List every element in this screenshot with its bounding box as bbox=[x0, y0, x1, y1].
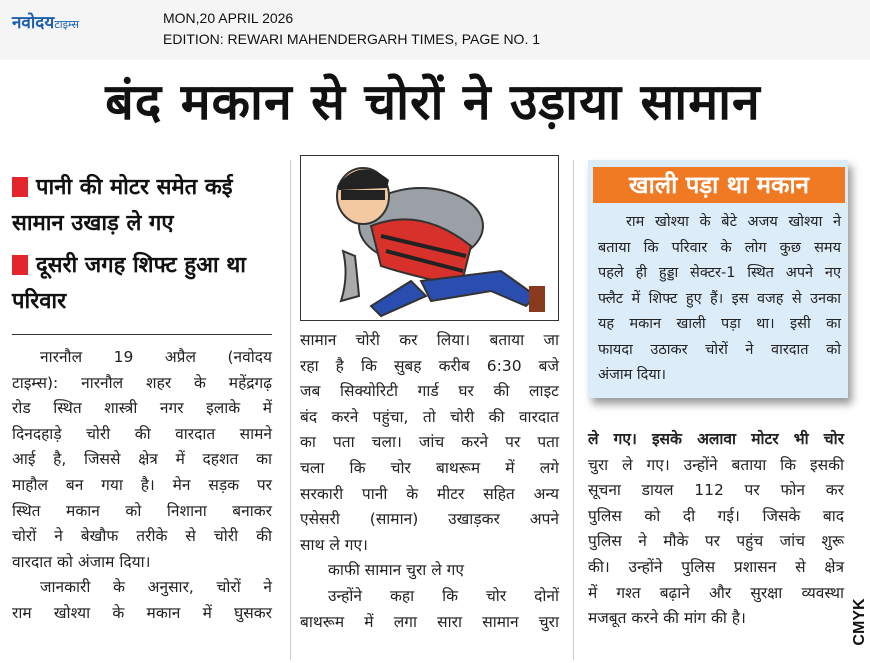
article-line: फायदा उठाकर चोरों ने वारदात को bbox=[598, 341, 841, 358]
article-line: रोड स्थित शास्त्री नगर इलाके में bbox=[12, 399, 272, 418]
sidebar-box-text bbox=[598, 210, 841, 389]
article-line: की। उन्होंने पुलिस प्रशासन से क्षेत्र bbox=[588, 557, 844, 576]
article-line: पहले ही हुड्डा सेक्टर-1 स्थित अपने नए bbox=[598, 265, 841, 281]
article-line: वारदात को अंजाम दिया। bbox=[12, 552, 151, 571]
cmyk-print-mark: CMYK bbox=[850, 592, 870, 652]
article-line: पुलिस ने मौके पर पहुंच जांच शुरू bbox=[588, 532, 844, 551]
subhead-line: परिवार bbox=[12, 289, 67, 314]
masthead-bar bbox=[0, 0, 870, 60]
article-line: का पता चला। जांच करने पर पता bbox=[300, 433, 559, 452]
article-line: राम खोश्या के बेटे अजय खोश्या ने bbox=[626, 214, 841, 230]
article-line: बाथरूम में लगा सारा सामान चुरा bbox=[300, 612, 559, 631]
red-bullet-icon bbox=[12, 255, 28, 275]
article-line: चला कि चोर बाथरूम में लगे bbox=[300, 458, 559, 477]
article-line: चोरों ने बेखौफ तरीके से चोरी की bbox=[12, 527, 272, 546]
article-line: सामान चोरी कर लिया। बताया जा bbox=[300, 331, 559, 349]
article-line: माहौल बन गया है। मेन सड़क पर bbox=[12, 475, 272, 494]
article-line: उन्होंने कहा कि चोर दोनों bbox=[328, 586, 559, 605]
edition-date: MON,20 APRIL 2026 bbox=[163, 10, 294, 26]
divider bbox=[12, 334, 272, 335]
article-column-2 bbox=[300, 328, 559, 635]
red-bullet-icon bbox=[12, 177, 28, 197]
article-line: सरकारी पानी के मीटर सहित अन्य bbox=[300, 484, 559, 503]
article-line: राम खोश्या के मकान में घुसकर bbox=[12, 603, 272, 622]
article-line: नारनौल 19 अप्रैल (नवोदय bbox=[40, 348, 272, 366]
article-line: जानकारी के अनुसार, चोरों ने bbox=[40, 578, 272, 597]
article-line: यह मकान खाली पड़ा था। इसी का bbox=[598, 316, 841, 332]
logo-sub: टाइम्स bbox=[54, 18, 79, 31]
article-line: स्थित मकान को निशाना बनाकर bbox=[12, 501, 272, 520]
edition-meta bbox=[163, 8, 540, 50]
article-line: पुलिस को दी गई। जिसके बाद bbox=[588, 506, 844, 525]
article-line: बंद करने पहुंचा, तो चोरी की वारदात bbox=[300, 407, 559, 426]
article-line: मजबूत करने की मांग की है। bbox=[588, 609, 746, 628]
thief-icon bbox=[301, 156, 558, 320]
article-line: एसेसरी (सामान) उखाड़कर अपने bbox=[300, 510, 559, 529]
headline: बंद मकान से चोरों ने उड़ाया सामान bbox=[105, 73, 761, 131]
article-line: फ्लैट में शिफ्ट हुए हैं। इस वजह से उनका bbox=[598, 290, 841, 307]
newspaper-logo bbox=[12, 10, 79, 33]
article-column-1 bbox=[12, 345, 272, 627]
article-line: काफी सामान चुरा ले गए bbox=[328, 561, 464, 580]
subhead-line: सामान उखाड़ ले गए bbox=[12, 211, 174, 236]
article-line: अंजाम दिया। bbox=[598, 367, 666, 383]
article-line: टाइम्स): नारनौल शहर के महेंद्रगढ़ bbox=[12, 373, 272, 392]
article-line: जब सिक्योरिटी गार्ड घर की लाइट bbox=[300, 382, 559, 401]
article-line: सूचना डायल 112 पर फोन कर bbox=[588, 481, 844, 500]
article-line: में गश्त बढ़ाने और सुरक्षा व्यवस्था bbox=[588, 583, 844, 602]
article-line: रहा है कि सुबह करीब 6:30 बजे bbox=[300, 356, 559, 375]
column-divider bbox=[573, 160, 574, 660]
article-line: आई है, जिससे क्षेत्र में दहशत का bbox=[12, 450, 272, 469]
sidebar-box-title: खाली पड़ा था मकान bbox=[593, 167, 845, 203]
subhead-2 bbox=[12, 248, 277, 320]
edition-name: EDITION: REWARI MAHENDERGARH TIMES, PAGE NO. 1 bbox=[163, 31, 541, 47]
logo-main: नवोदय bbox=[12, 13, 55, 33]
subhead-line: दूसरी जगह शिफ्ट हुआ था bbox=[36, 253, 247, 278]
article-line: बताया कि परिवार के लोग कुछ समय bbox=[598, 239, 841, 256]
column-divider bbox=[290, 160, 291, 660]
article-column-3 bbox=[588, 427, 844, 632]
subhead-1 bbox=[12, 170, 277, 242]
thief-illustration bbox=[300, 155, 559, 321]
subhead-line: पानी की मोटर समेत कई bbox=[36, 175, 233, 200]
article-line: दिनदहाड़े चोरी की वारदात सामने bbox=[12, 424, 272, 443]
article-line: साथ ले गए। bbox=[300, 535, 368, 554]
article-line: चुरा ले गए। उन्होंने बताया कि इसकी bbox=[588, 455, 844, 474]
article-line: ले गए। इसके अलावा मोटर भी चोर bbox=[588, 430, 844, 448]
